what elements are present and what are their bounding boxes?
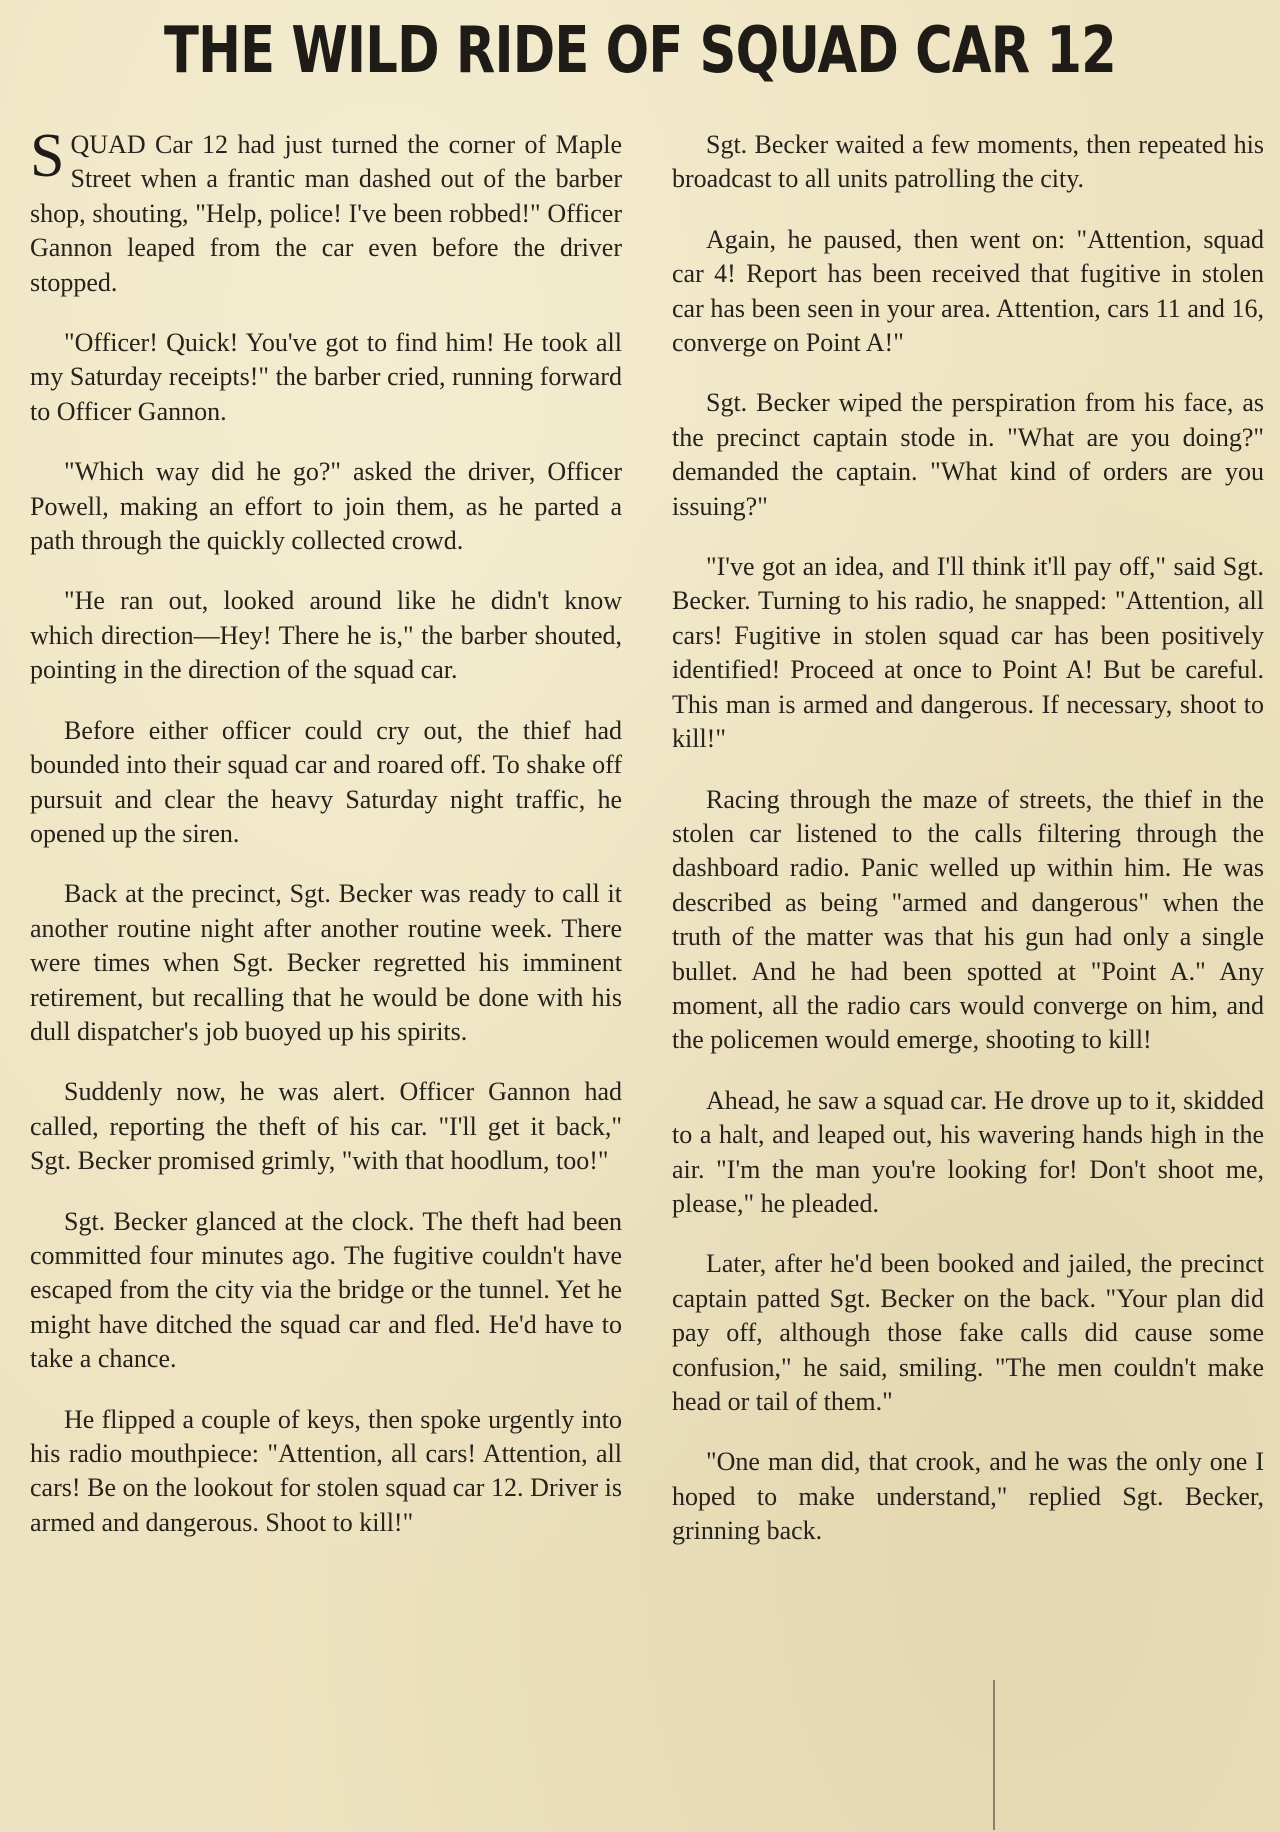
paragraph: "Officer! Quick! You've got to find him! He took all my Saturday receipts!" the barber cried, running forward to Officer Gannon. — [30, 328, 622, 426]
paragraph: Racing through the maze of streets, the thief in the stolen car listened to the calls filtering through the dashboard radio. Panic welled up within him. He was described as being "armed and dangerous" when the truth of the matter was that his gun had only a single bullet. And he had been spotted at "Point A." Any moment, all the radio cars would converge on him, and the policemen would emerge, shooting to kill! — [672, 784, 1264, 1055]
drop-cap: S — [30, 122, 65, 190]
left-column — [30, 122, 622, 1566]
paragraph: Ahead, he saw a squad car. He drove up to it, skidded to a halt, and leaped out, his wavering hands high in the air. "I'm the man you're looking for! Don't shoot me, please," he pleaded. — [672, 1085, 1264, 1218]
paragraph: He flipped a couple of keys, then spoke urgently into his radio mouthpiece: "Attention, all cars! Attention, all cars! Be on the lookout for stolen squad car 12. Driver is armed and dangerous. Shoot to kill!" — [30, 1404, 622, 1537]
story-title: THE WILD RIDE OF SQUAD CAR 12 — [164, 14, 1116, 88]
paragraph: "Which way did he go?" asked the driver, Officer Powell, making an effort to join them, as he parted a path through the quickly collected crowd. — [30, 457, 622, 556]
paragraph-text: QUAD Car 12 had just turned the corner of Maple Street when a frantic man dashed out of the barber shop, shouting, "Help, police! I've been robbed!" Officer Gannon leaped from the car even before the driver stopped. — [30, 130, 622, 297]
paragraph: Again, he paused, then went on: "Attention, squad car 4! Report has been received that fugitive in stolen car has been seen in your area. Attention, cars 11 and 16, converge on Point A!" — [672, 224, 1264, 358]
paragraph: Later, after he'd been booked and jailed, the precinct captain patted Sgt. Becker on the back. "Your plan did pay off, although those fake calls did cause some confusion," he said, smiling. "The men couldn't make head or tail of them." — [672, 1249, 1264, 1416]
paragraph — [30, 122, 622, 300]
right-column — [672, 128, 1264, 1575]
paragraph: Before either officer could cry out, the thief had bounded into their squad car and roared off. To shake off pursuit and clear the heavy Saturday night traffic, he opened up the siren. — [30, 715, 622, 848]
column-crease-mark — [993, 1680, 995, 1830]
paragraph: "One man did, that crook, and he was the only one I hoped to make understand," replied Sgt. Becker, grinning back. — [672, 1447, 1264, 1546]
paragraph: Sgt. Becker waited a few moments, then repeated his broadcast to all units patrolling the city. — [672, 130, 1264, 194]
paragraph: Back at the precinct, Sgt. Becker was ready to call it another routine night after another routine week. There were times when Sgt. Becker regretted his imminent retirement, but recalling that he would be done with his dull dispatcher's job buoyed up his spirits. — [30, 879, 622, 1046]
paragraph: Sgt. Becker wiped the perspiration from his face, as the precinct captain stode in. "What are you doing?" demanded the captain. "What kind of orders are you issuing?" — [672, 388, 1264, 521]
paragraph: "He ran out, looked around like he didn't know which direction—Hey! There he is," the barber shouted, pointing in the direction of the squad car. — [30, 586, 622, 685]
paragraph: Sgt. Becker glanced at the clock. The theft had been committed four minutes ago. The fugitive couldn't have escaped from the city via the bridge or the tunnel. Yet he might have ditched the squad car and fled. He'd have to take a chance. — [30, 1206, 622, 1374]
paragraph: "I've got an idea, and I'll think it'll pay off," said Sgt. Becker. Turning to his radio, he snapped: "Attention, all cars! Fugitive in stolen squad car has been positively identified! Proceed at once to Point A! But be careful. This man is armed and dangerous. If necessary, shoot to kill!" — [672, 552, 1264, 754]
paragraph: Suddenly now, he was alert. Officer Gannon had called, reporting the theft of his car. "I'll get it back," Sgt. Becker promised grimly, "with that hoodlum, too!" — [30, 1077, 622, 1176]
